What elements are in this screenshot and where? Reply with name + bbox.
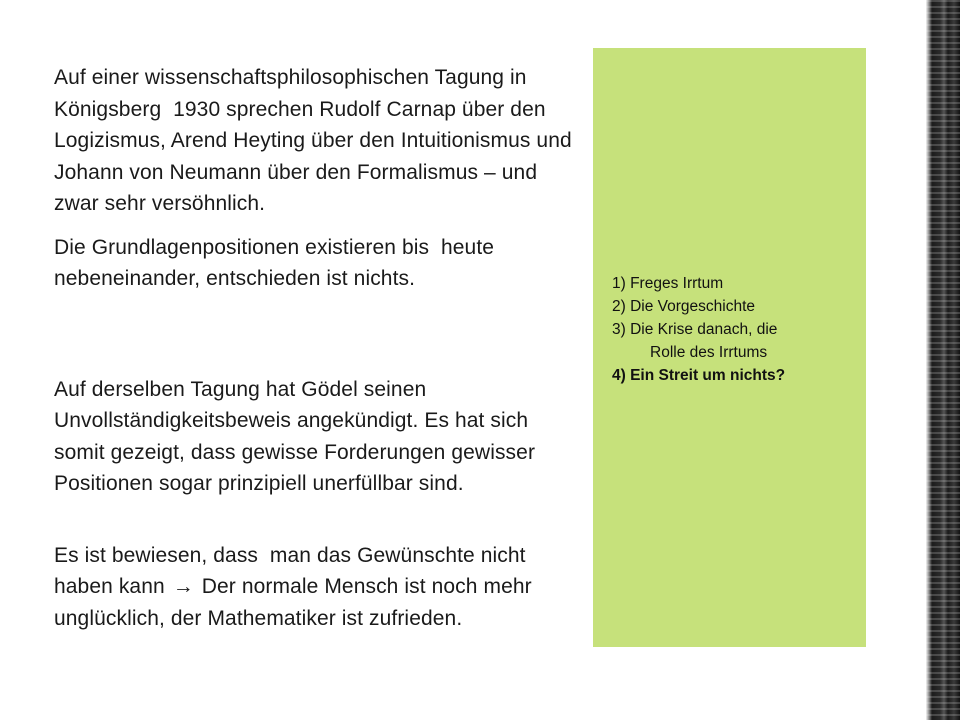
agenda-panel	[593, 48, 866, 647]
paragraph-positions: Die Grundlagenpositionen existieren bis heute nebeneinander, entschieden ist nichts.	[54, 235, 500, 290]
agenda-item-2: 2) Die Vorgeschichte	[612, 298, 756, 315]
main-text-area	[54, 62, 584, 634]
paragraph-conference: Auf einer wissenschaftsphilosophischen Tagung in Königsberg 1930 sprechen Rudolf Carnap über den Logizismus, Arend Heyting über den Intuitionismus und Johann von Neumann über den Formalismus – und zwar sehr versöhnlich.	[54, 66, 578, 215]
agenda-item-3: 3) Die Krise danach, die	[612, 321, 778, 338]
agenda-item-1: 1) Freges Irrtum	[612, 275, 724, 292]
agenda-list	[612, 272, 785, 387]
decorative-film-strip-border	[926, 0, 960, 720]
conclusion-text-start: Es ist bewiesen, dass man das Gewünschte nicht haben kann	[54, 543, 532, 598]
paragraph-conclusion	[54, 540, 584, 635]
arrow-right-icon: →	[172, 575, 194, 598]
agenda-item-3-continued: Rolle des Irrtums	[650, 344, 768, 361]
paragraph-goedel: Auf derselben Tagung hat Gödel seinen Unvollständigkeitsbeweis angekündigt. Es hat sich somit gezeigt, dass gewisse Forderungen gewisser Positionen sogar prinzipiell unerfüllbar sind.	[54, 377, 541, 495]
agenda-item-4-current: 4) Ein Streit um nichts?	[612, 367, 786, 384]
conclusion-text-end: Der normale Mensch ist noch mehr unglücklich, der Mathematiker ist zufrieden.	[54, 575, 538, 630]
